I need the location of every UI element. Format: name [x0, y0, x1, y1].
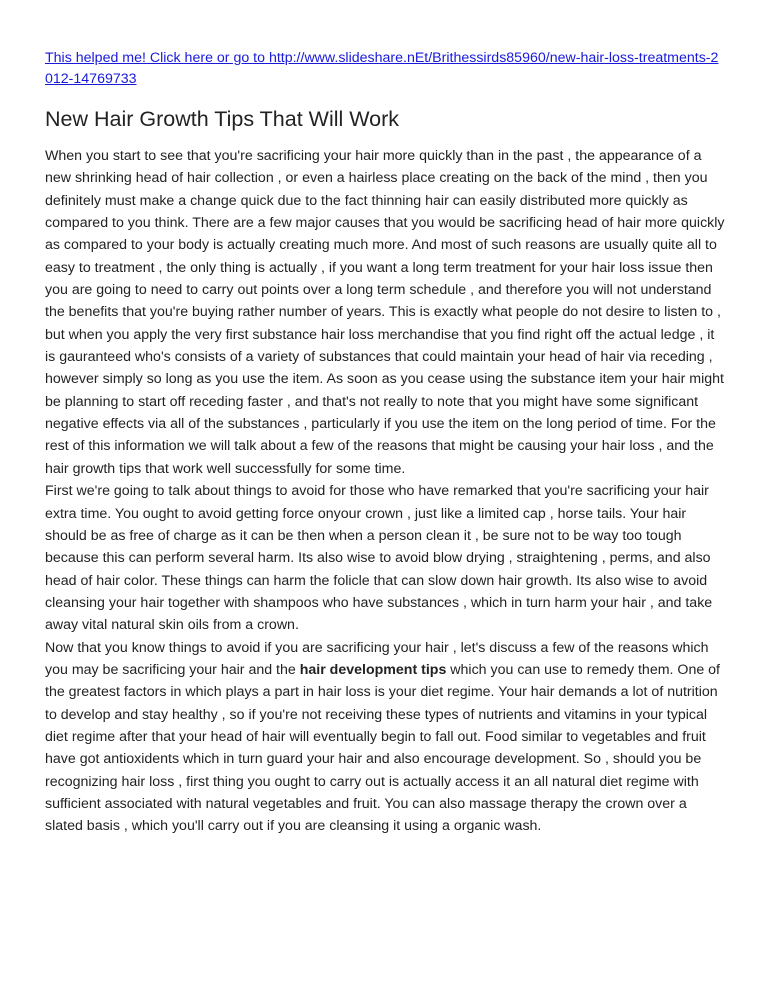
hair-development-tips-keyword: hair development tips — [299, 661, 447, 678]
paragraph-3-text-before: Now that you know things to avoid if you are sacrificing your hair , let's discuss a few of the reasons which you may be sacrificing your hair and the — [45, 639, 709, 678]
document-page — [45, 48, 725, 838]
slideshare-link[interactable]: This helped me! Click here or go to http://www.slideshare.nEt/Brithessirds85960/new-hair-loss-treatments-2012-14769733 — [45, 50, 719, 87]
paragraph-3-text-after: which you can use to remedy them. One of the greatest factors in which plays a part in hair loss is your diet regime. Your hair demands a lot of nutrition to develop and stay healthy , so if you're not receiving these types of nutrients and vitamins in your typical diet regime after that your head of hair will eventually begin to fall out. Food similar to vegetables and fruit have got antioxidents which in turn guard your hair and also encourage development. So , should you be recognizing hair loss , first thing you ought to carry out is actually access it an all natural diet regime with sufficient associated with natural vegetables and fruit. You can also massage therapy the crown over a slated basis , which you'll carry out if you are cleansing it using a organic wash. — [45, 661, 721, 835]
article-paragraph-3 — [45, 637, 725, 838]
article-paragraph-1: When you start to see that you're sacrificing your hair more quickly than in the past , the appearance of a new shrinking head of hair collection , or even a hairless place creating on the back of the mind , then you definitely must make a change quick due to the fact thinning hair can easily distributed more quickly as compared to you think. There are a few major causes that you would be sacrificing head of hair more quickly as compared to your body is actually creating much more. And most of such reasons are usually quite all to easy to treatment , the only thing is actually , if you want a long term treatment for your hair loss issue then you are going to need to carry out points over a long term schedule , and therefore you will not understand the benefits that you're buying rather number of years. This is exactly what people do not desire to listen to , but when you apply the very first substance hair loss merchandise that you find right off the actual ledge , it is gauranteed who's consists of a variety of substances that could maintain your head of hair via receding , however simply so long as you use the item. As soon as you cease using the substance item your hair might be planning to start off receding faster , and that's not really to note that you might have some significant negative effects via all of the substances , particularly if you use the item on the long period of time. For the rest of this information we will talk about a few of the reasons that might be causing your hair loss , and the hair growth tips that work well successfully for some time. — [45, 148, 725, 477]
article-title: New Hair Growth Tips That Will Work — [45, 107, 400, 131]
article-paragraph-2: First we're going to talk about things to avoid for those who have remarked that you're sacrificing your hair extra time. You ought to avoid getting force onyour crown , just like a limited cap , horse tails. Your hair should be as free of charge as it can be then when a person clean it , be sure not to be way too tough because this can perform several harm. Its also wise to avoid blow drying , straightening , perms, and also head of hair color. These things can harm the folicle that can slow down hair growth. Its also wise to avoid cleansing your hair together with shampoos who have substances , which in turn harm your hair , and take away vital natural skin oils from a crown. — [45, 483, 713, 634]
